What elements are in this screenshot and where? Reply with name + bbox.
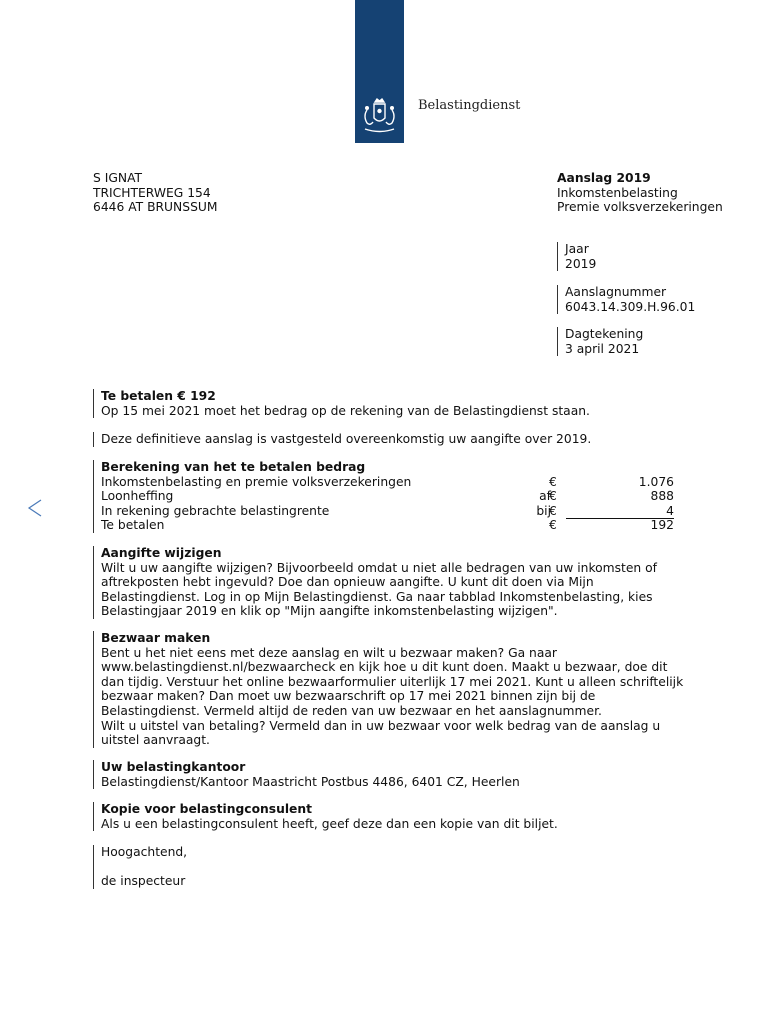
assessment-title: Aanslag 2019 (557, 171, 651, 185)
calculation-label: Inkomstenbelasting en premie volksverzekeringen (101, 474, 412, 489)
calculation-amount: 1.076 (638, 474, 674, 489)
logo-text: Belastingdienst (418, 98, 521, 113)
office-text: Belastingdienst/Kantoor Maastricht Postbus 4486, 6401 CZ, Heerlen (101, 774, 520, 789)
change-return-section (93, 546, 681, 619)
office-section (93, 760, 681, 789)
calculation-label: Loonheffing (101, 489, 174, 504)
currency-symbol: € (549, 489, 557, 504)
assessment-header (557, 171, 723, 215)
calculation-sign: af (539, 489, 551, 504)
payment-title: Te betalen € 192 (101, 389, 216, 403)
currency-symbol: € (549, 474, 557, 489)
paragraph-line: Wilt u uw aangifte wijzigen? Bijvoorbeeld omdat u niet alle bedragen van uw inkomsten of (101, 560, 657, 575)
change-return-title: Aangifte wijzigen (101, 546, 222, 560)
paragraph-line: bezwaar maken? Dan moet uw bezwaarschrift op 17 mei 2021 binnen zijn bij de (101, 689, 596, 704)
paragraph-line: Belastingjaar 2019 en klik op "Mijn aangifte inkomstenbelasting wijzigen". (101, 604, 558, 619)
calculation-amount: 888 (650, 489, 674, 504)
closing-section (93, 845, 681, 889)
calculation-label: In rekening gebrachte belastingrente (101, 503, 330, 518)
meta-year (557, 242, 596, 271)
calculation-row (101, 504, 681, 519)
objection-title: Bezwaar maken (101, 631, 211, 645)
assessment-subtitle: Premie volksverzekeringen (557, 200, 723, 215)
definitive-section (93, 432, 681, 447)
calculation-amount: 192 (650, 518, 674, 533)
calculation-label: Te betalen (101, 518, 165, 533)
meta-value: 2019 (565, 256, 597, 271)
closing-greeting: Hoogachtend, (101, 845, 188, 859)
meta-label: Dagtekening (565, 327, 644, 341)
assessment-subtitle: Inkomstenbelasting (557, 185, 678, 200)
paragraph-line: Bent u het niet eens met deze aanslag en wilt u bezwaar maken? Ga naar (101, 645, 557, 660)
copy-text: Als u een belastingconsulent heeft, geef deze dan een kopie van dit biljet. (101, 816, 558, 831)
paragraph-line: Belastingdienst. Log in op Mijn Belastingdienst. Ga naar tabblad Inkomstenbelasting, kies (101, 589, 653, 604)
payment-section (93, 389, 681, 418)
calculation-amount: 4 (566, 504, 674, 520)
calculation-row (101, 489, 681, 504)
definitive-text: Deze definitieve aanslag is vastgesteld overeenkomstig uw aangifte over 2019. (101, 432, 592, 446)
recipient-address (93, 171, 217, 215)
meta-assessment-number (557, 285, 695, 314)
paragraph-line: dan tijdig. Verstuur het online bezwaarformulier uiterlijk 17 mei 2021. Kunt u alleen schriftelijk (101, 674, 684, 689)
calculation-total-row (101, 518, 681, 533)
copy-title: Kopie voor belastingconsulent (101, 802, 313, 816)
address-line: 6446 AT BRUNSSUM (93, 200, 218, 215)
calculation-section (93, 460, 681, 533)
paragraph-line: uitstel aanvraagt. (101, 733, 210, 748)
chevron-left-icon[interactable] (26, 496, 44, 520)
calculation-sign: bij (536, 503, 551, 518)
paragraph-line: Belastingdienst. Vermeld altijd de reden van uw bezwaar en het aanslagnummer. (101, 703, 602, 718)
paragraph-line: aftrekposten hebt ingevuld? Doe dan opnieuw aangifte. U kunt dit doen via Mijn (101, 575, 594, 590)
payment-text: Op 15 mei 2021 moet het bedrag op de rekening van de Belastingdienst staan. (101, 403, 590, 418)
paragraph-line: www.belastingdienst.nl/bezwaarcheck en kijk hoe u dit kunt doen. Maakt u bezwaar, doe dit (101, 660, 668, 675)
closing-spacer (101, 860, 681, 875)
calculation-row (101, 475, 681, 490)
currency-symbol: € (549, 518, 557, 533)
address-line: S IGNAT (93, 171, 143, 185)
meta-value: 3 april 2021 (565, 341, 640, 356)
currency-symbol: € (549, 503, 557, 518)
meta-label: Aanslagnummer (565, 285, 667, 299)
meta-date (557, 327, 643, 356)
office-title: Uw belastingkantoor (101, 760, 246, 774)
objection-section (93, 631, 684, 748)
meta-label: Jaar (565, 242, 589, 256)
crest-icon (355, 96, 404, 140)
address-line: TRICHTERWEG 154 (93, 185, 211, 200)
meta-value: 6043.14.309.H.96.01 (565, 299, 696, 314)
copy-section (93, 802, 681, 831)
calculation-title: Berekening van het te betalen bedrag (101, 460, 366, 474)
paragraph-line: Wilt u uitstel van betaling? Vermeld dan in uw bezwaar voor welk bedrag van de aanslag u (101, 718, 661, 733)
closing-signature: de inspecteur (101, 874, 186, 889)
